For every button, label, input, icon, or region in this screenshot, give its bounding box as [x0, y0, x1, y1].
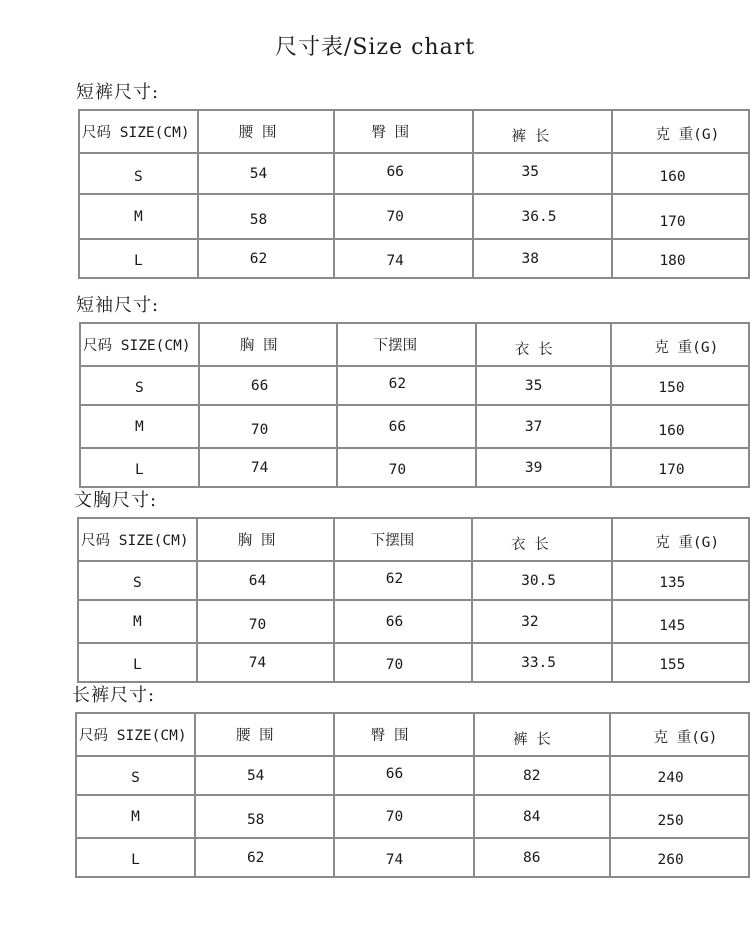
header-waist: 腰 围	[195, 713, 334, 756]
size-cell: M	[79, 194, 198, 239]
value-cell: 180	[612, 239, 749, 278]
value-cell: 66	[199, 366, 337, 405]
value-cell: 145	[612, 600, 749, 643]
bra-size-table	[77, 517, 750, 683]
value-cell: 74	[334, 838, 474, 877]
size-cell: M	[76, 795, 195, 838]
value-cell: 33.5	[472, 643, 612, 682]
value-cell: 39	[476, 448, 612, 487]
value-cell: 240	[610, 756, 749, 795]
size-cell: S	[78, 561, 197, 600]
value-cell: 70	[337, 448, 476, 487]
table-header-row	[78, 518, 749, 561]
value-cell: 62	[198, 239, 335, 278]
size-cell: M	[78, 600, 197, 643]
table-row	[80, 448, 749, 487]
table-header-row	[76, 713, 749, 756]
pants-size-table	[75, 712, 750, 878]
value-cell: 70	[197, 600, 334, 643]
size-cell: L	[80, 448, 199, 487]
shorts-size-table	[78, 109, 750, 279]
header-length: 裤 长	[473, 110, 613, 153]
value-cell: 260	[610, 838, 749, 877]
value-cell: 74	[197, 643, 334, 682]
value-cell: 70	[334, 194, 472, 239]
value-cell: 66	[337, 405, 476, 448]
table-row	[78, 561, 749, 600]
shorts-section-label: 短裤尺寸:	[76, 82, 160, 103]
value-cell: 66	[334, 756, 474, 795]
header-size: 尺码 SIZE(CM)	[78, 518, 197, 561]
table-header-row	[80, 323, 749, 366]
table-header-row	[79, 110, 749, 153]
table-row	[79, 153, 749, 194]
table-row	[78, 643, 749, 682]
value-cell: 54	[195, 756, 334, 795]
page-title: 尺寸表/Size chart	[274, 35, 476, 60]
value-cell: 62	[195, 838, 334, 877]
value-cell: 82	[474, 756, 611, 795]
size-cell: S	[80, 366, 199, 405]
value-cell: 250	[610, 795, 749, 838]
table-row	[76, 838, 749, 877]
value-cell: 150	[611, 366, 749, 405]
value-cell: 35	[476, 366, 612, 405]
header-waist: 腰 围	[198, 110, 335, 153]
header-size: 尺码 SIZE(CM)	[80, 323, 199, 366]
value-cell: 30.5	[472, 561, 612, 600]
header-hem: 下摆围	[337, 323, 476, 366]
value-cell: 170	[611, 448, 749, 487]
table-row	[76, 756, 749, 795]
value-cell: 84	[474, 795, 611, 838]
header-length: 衣 长	[476, 323, 612, 366]
table-row	[79, 239, 749, 278]
size-cell: M	[80, 405, 199, 448]
short-sleeve-section-label: 短袖尺寸:	[76, 295, 160, 316]
header-hip: 臀 围	[334, 110, 472, 153]
value-cell: 54	[198, 153, 335, 194]
value-cell: 36.5	[473, 194, 613, 239]
value-cell: 86	[474, 838, 611, 877]
size-cell: L	[76, 838, 195, 877]
value-cell: 160	[612, 153, 749, 194]
value-cell: 32	[472, 600, 612, 643]
header-weight: 克 重(G)	[612, 518, 749, 561]
size-cell: L	[78, 643, 197, 682]
header-size: 尺码 SIZE(CM)	[79, 110, 198, 153]
value-cell: 64	[197, 561, 334, 600]
bra-section-label: 文胸尺寸:	[74, 490, 158, 511]
header-weight: 克 重(G)	[610, 713, 749, 756]
header-chest: 胸 围	[199, 323, 337, 366]
value-cell: 160	[611, 405, 749, 448]
value-cell: 74	[199, 448, 337, 487]
size-cell: S	[79, 153, 198, 194]
header-chest: 胸 围	[197, 518, 334, 561]
value-cell: 170	[612, 194, 749, 239]
header-weight: 克 重(G)	[611, 323, 749, 366]
size-cell: S	[76, 756, 195, 795]
value-cell: 38	[473, 239, 613, 278]
header-weight: 克 重(G)	[612, 110, 749, 153]
value-cell: 35	[473, 153, 613, 194]
pants-section-label: 长裤尺寸:	[72, 685, 156, 706]
size-cell: L	[79, 239, 198, 278]
header-size: 尺码 SIZE(CM)	[76, 713, 195, 756]
table-row	[80, 366, 749, 405]
value-cell: 62	[337, 366, 476, 405]
value-cell: 155	[612, 643, 749, 682]
header-length: 衣 长	[472, 518, 612, 561]
value-cell: 135	[612, 561, 749, 600]
value-cell: 70	[199, 405, 337, 448]
table-row	[79, 194, 749, 239]
short-sleeve-size-table	[79, 322, 750, 488]
value-cell: 70	[334, 643, 472, 682]
value-cell: 66	[334, 600, 472, 643]
value-cell: 58	[198, 194, 335, 239]
value-cell: 62	[334, 561, 472, 600]
value-cell: 74	[334, 239, 472, 278]
header-hip: 臀 围	[334, 713, 474, 756]
header-hem: 下摆围	[334, 518, 472, 561]
value-cell: 58	[195, 795, 334, 838]
value-cell: 37	[476, 405, 612, 448]
table-row	[78, 600, 749, 643]
value-cell: 70	[334, 795, 474, 838]
table-row	[80, 405, 749, 448]
value-cell: 66	[334, 153, 472, 194]
header-length: 裤 长	[474, 713, 611, 756]
table-row	[76, 795, 749, 838]
